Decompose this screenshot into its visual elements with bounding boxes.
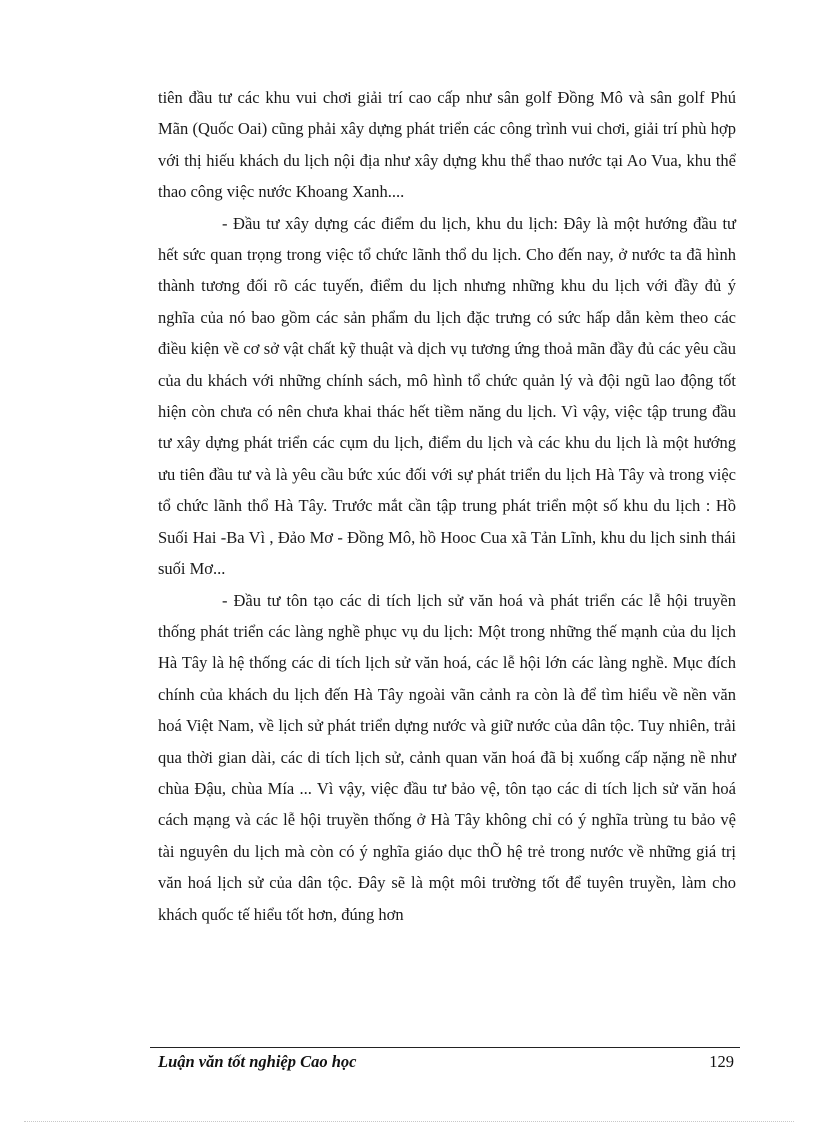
paragraph-1: tiên đầu tư các khu vui chơi giải trí cao cấp như sân golf Đồng Mô và sân golf Phú Mãn (Quốc Oai) cũng phải xây dựng phát triển các công trình vui chơi, giải trí phù hợp với thị hiếu khách du lịch nội địa như xây dựng khu thể thao nước tại Ao Vua, khu thể thao công việc nước Khoang Xanh.... xyxy=(158,88,736,202)
paragraph-3: - Đầu tư tôn tạo các di tích lịch sử văn hoá và phát triển các lễ hội truyền thống phát triển các làng nghề phục vụ du lịch: Một trong những thế mạnh của du lịch Hà Tây là hệ thống các di tích lịch sử văn hoá, các lễ hội lớn các làng nghề. Mục đích chính của khách du lịch đến Hà Tây ngoài vãn cảnh ra còn là để tìm hiểu về nền văn hoá Việt Nam, về lịch sử phát triển dựng nước và giữ nước của dân tộc. Tuy nhiên, trải qua thời gian dài, các di tích lịch sử, cảnh quan văn hoá đã bị xuống cấp nặng nề như chùa Đậu, chùa Mía ... Vì vậy, việc đầu tư bảo vệ, tôn tạo các di tích lịch sử văn hoá cách mạng và các lễ hội truyền thống ở Hà Tây không chỉ có ý nghĩa trùng tu bảo vệ tài nguyên du lịch mà còn có ý nghĩa giáo dục thÕ hệ trẻ trong nước về những giá trị văn hoá lịch sử của dân tộc. Đây sẽ là một môi trường tốt để tuyên truyền, làm cho khách quốc tế hiểu tốt hơn, đúng hơn xyxy=(158,590,736,924)
footer-thesis-title: Luận văn tốt nghiệp Cao học xyxy=(158,1052,357,1071)
page-number: 129 xyxy=(709,1052,734,1071)
page-bottom-edge xyxy=(24,1121,794,1122)
footer-divider xyxy=(150,1047,740,1048)
body-text xyxy=(158,82,736,930)
paragraph-2: - Đầu tư xây dựng các điểm du lịch, khu du lịch: Đây là một hướng đầu tư hết sức quan trọng trong việc tổ chức lãnh thổ du lịch. Cho đến nay, ở nước ta đã hình thành tương đối rõ các tuyến, điểm du lịch nhưng những khu du lịch với đầy đủ ý nghĩa của nó bao gồm các sản phẩm du lịch đặc trưng có sức hấp dẫn kèm theo các điều kiện về cơ sở vật chất kỹ thuật và dịch vụ tương ứng thoả mãn đầy đủ các yêu cầu của du khách với những chính sách, mô hình tổ chức quản lý và đội ngũ lao động tốt hiện còn chưa có nên chưa khai thác hết tiềm năng du lịch. Vì vậy, việc tập trung đầu tư xây dựng phát triển các cụm du lịch, điểm du lịch và các khu du lịch là một hướng ưu tiên đầu tư và là yêu cầu bức xúc đối với sự phát triển du lịch Hà Tây và trong việc tổ chức lãnh thổ Hà Tây. Trước mắt cần tập trung phát triển một số khu du lịch : Hồ Suối Hai -Ba Vì , Đảo Mơ - Đồng Mô, hồ Hooc Cua xã Tản Lĩnh, khu du lịch sinh thái suối Mơ... xyxy=(158,213,736,579)
